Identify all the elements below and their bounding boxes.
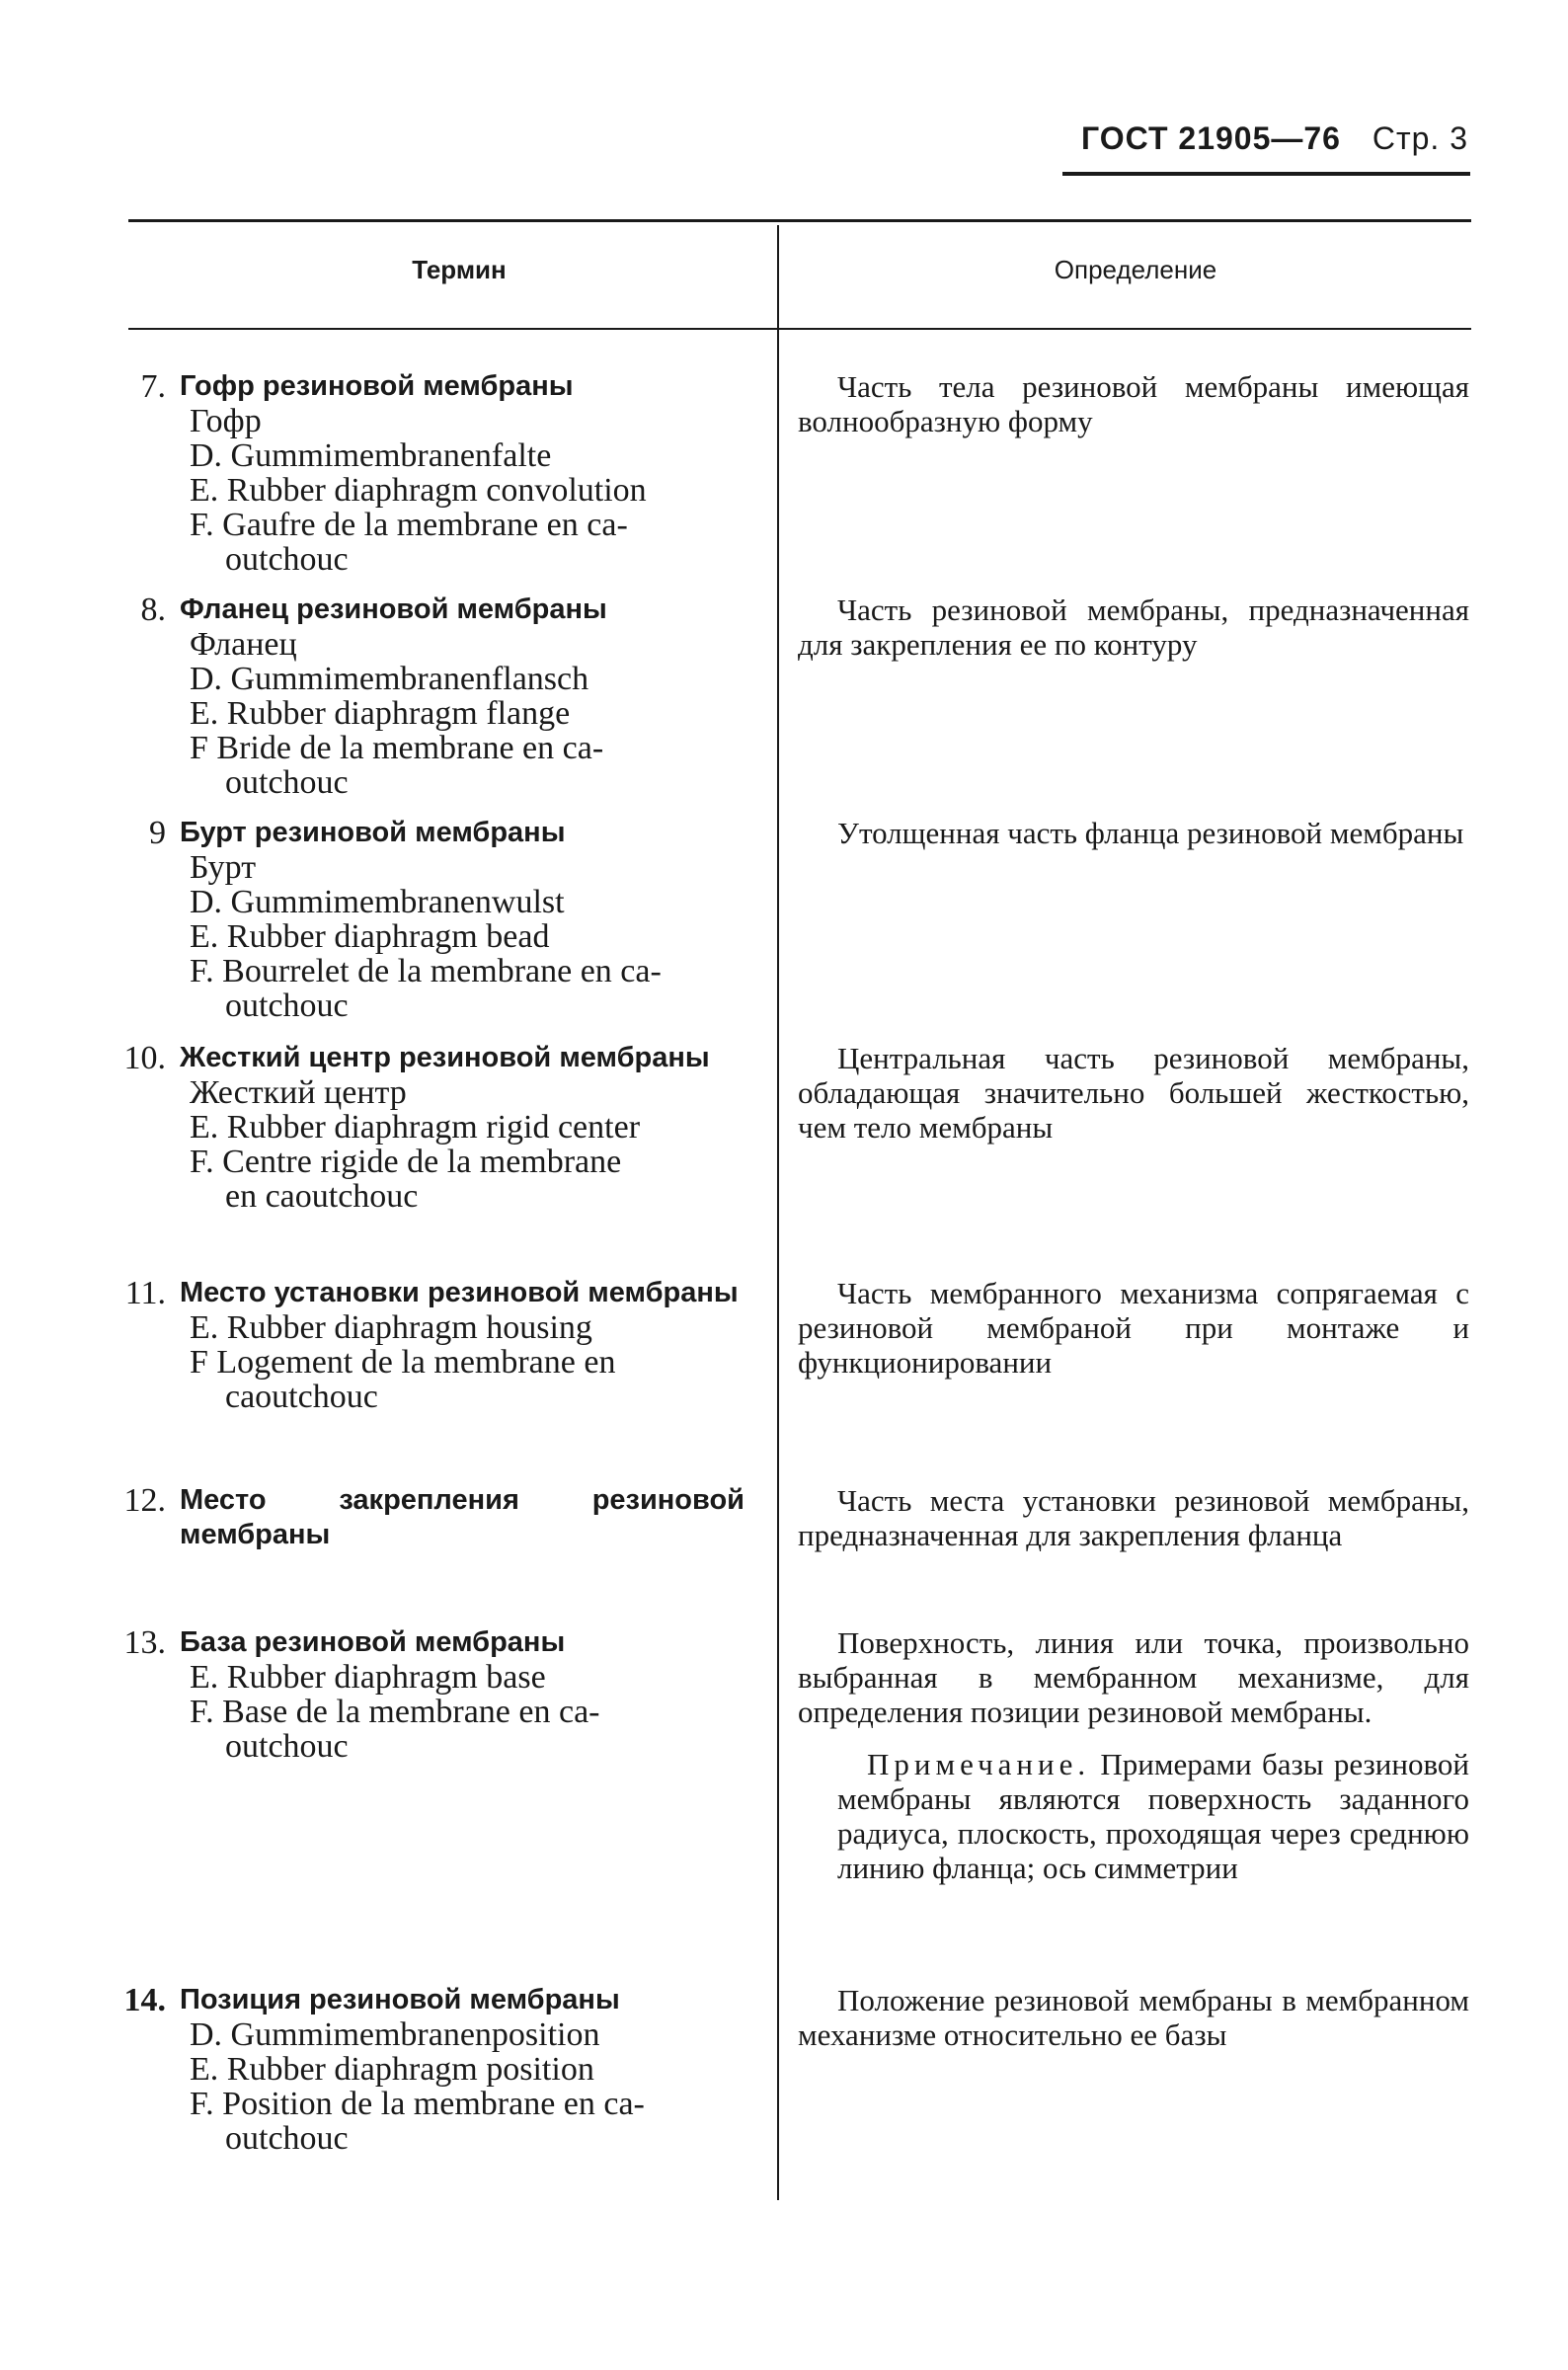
entry-number: 12. bbox=[123, 1482, 166, 1519]
term-french-cont: outchouc bbox=[225, 2120, 349, 2157]
term-german: D. Gummimembranenflansch bbox=[190, 661, 589, 697]
table-header-rule bbox=[128, 328, 1471, 330]
entry-number: 11. bbox=[124, 1275, 166, 1311]
term-english: E. Rubber diaphragm rigid center bbox=[190, 1109, 641, 1146]
definition-cell bbox=[798, 1983, 1469, 2052]
term-cell bbox=[180, 1483, 745, 1552]
term-english: E. Rubber diaphragm convolution bbox=[190, 472, 647, 509]
term-title: Место закрепления резиновой мембраны bbox=[180, 1484, 745, 1550]
term-title: Фланец резиновой мембраны bbox=[180, 593, 607, 625]
definition-cell bbox=[798, 816, 1469, 850]
term-french: F. Position de la membrane en ca- bbox=[190, 2086, 645, 2122]
column-divider bbox=[777, 225, 779, 2200]
entry-number: 13. bbox=[123, 1624, 166, 1661]
term-synonym: Гофр bbox=[190, 403, 262, 439]
term-cell bbox=[180, 1983, 745, 2156]
term-french: F Bride de la membrane en ca- bbox=[190, 730, 604, 766]
term-title: Жесткий центр резиновой мембраны bbox=[180, 1042, 710, 1073]
term-french-cont: outchouc bbox=[225, 988, 349, 1024]
note-label: Примечание. bbox=[867, 1747, 1091, 1781]
definition-cell bbox=[798, 1625, 1469, 1885]
definition-text: Часть мембранного механизма сопрягаемая с резиновой мембраной при монтаже и функционировании bbox=[798, 1276, 1469, 1380]
term-title: Гофр резиновой мембраны bbox=[180, 370, 574, 402]
table-top-rule bbox=[128, 219, 1471, 222]
term-french: F. Centre rigide de la membrane bbox=[190, 1144, 622, 1180]
definition-text: Положение резиновой мембраны в мембранном механизме относительно ее базы bbox=[798, 1983, 1469, 2052]
term-cell bbox=[180, 816, 745, 1023]
header-underline bbox=[1062, 172, 1470, 176]
term-title: Бурт резиновой мембраны bbox=[180, 817, 566, 848]
term-english: E. Rubber diaphragm housing bbox=[190, 1309, 592, 1346]
term-title: База резиновой мембраны bbox=[180, 1626, 566, 1658]
term-german: D. Gummimembranenwulst bbox=[190, 884, 565, 920]
term-german: D. Gummimembranenposition bbox=[190, 2016, 600, 2053]
term-title: Позиция резиновой мембраны bbox=[180, 1984, 620, 2015]
entry-number: 14. bbox=[123, 1982, 166, 2018]
term-cell bbox=[180, 592, 745, 800]
page-number: Стр. 3 bbox=[1372, 120, 1468, 156]
definition-cell bbox=[798, 1276, 1469, 1380]
entry-number: 9 bbox=[149, 815, 166, 851]
definition-text: Утолщенная часть фланца резиновой мембраны bbox=[837, 816, 1464, 850]
definition-text: Поверхность, линия или точка, произвольно выбранная в мембранном механизме, для определения позиции резиновой мембраны. bbox=[798, 1625, 1469, 1729]
standard-code: ГОСТ 21905—76 bbox=[1081, 120, 1341, 156]
definition-text: Центральная часть резиновой мембраны, обладающая значительно большей жесткостью, чем тело мембраны bbox=[798, 1041, 1469, 1145]
term-french-cont: outchouc bbox=[225, 1728, 349, 1765]
term-cell bbox=[180, 1041, 745, 1214]
term-french-cont: en caoutchouc bbox=[225, 1178, 419, 1215]
term-french: F. Base de la membrane en ca- bbox=[190, 1694, 600, 1730]
term-english: E. Rubber diaphragm position bbox=[190, 2051, 594, 2088]
term-synonym: Фланец bbox=[190, 626, 297, 663]
definition-text: Часть места установки резиновой мембраны, предназначенная для закрепления фланца bbox=[798, 1483, 1469, 1552]
definition-cell bbox=[798, 592, 1469, 662]
definition-note bbox=[837, 1747, 1469, 1885]
term-cell bbox=[180, 1276, 745, 1414]
column-header-term: Термин bbox=[412, 255, 507, 284]
term-french: F. Bourrelet de la membrane en ca- bbox=[190, 953, 662, 989]
definition-cell bbox=[798, 369, 1469, 438]
term-french: F Logement de la membrane en bbox=[190, 1344, 616, 1381]
term-french-cont: caoutchouc bbox=[225, 1379, 378, 1415]
definition-cell bbox=[798, 1041, 1469, 1145]
page-header bbox=[1081, 120, 1468, 157]
term-english: E. Rubber diaphragm flange bbox=[190, 695, 571, 732]
term-cell bbox=[180, 1625, 745, 1764]
definition-text: Часть тела резиновой мембраны имеющая волнообразную форму bbox=[798, 369, 1469, 438]
term-french-cont: outchouc bbox=[225, 541, 349, 578]
entry-number: 8. bbox=[140, 592, 166, 628]
entry-number: 7. bbox=[140, 368, 166, 405]
term-french-cont: outchouc bbox=[225, 764, 349, 801]
definition-text: Часть резиновой мембраны, предназначенная для закрепления ее по контуру bbox=[798, 592, 1469, 662]
entry-number: 10. bbox=[123, 1040, 166, 1076]
term-french: F. Gaufre de la membrane en ca- bbox=[190, 507, 628, 543]
definition-cell bbox=[798, 1483, 1469, 1552]
term-title: Место установки резиновой мембраны bbox=[180, 1277, 739, 1308]
column-header-definition: Определение bbox=[1054, 255, 1217, 284]
term-synonym: Жесткий центр bbox=[190, 1074, 407, 1111]
note-text: Примерами базы резиновой мембраны являются поверхность заданного радиуса, плоскость, проходящая через среднюю линию фланца; ось симметрии bbox=[837, 1747, 1469, 1885]
term-synonym: Бурт bbox=[190, 849, 257, 886]
term-german: D. Gummimembranenfalte bbox=[190, 437, 552, 474]
term-english: E. Rubber diaphragm base bbox=[190, 1659, 546, 1696]
term-english: E. Rubber diaphragm bead bbox=[190, 918, 550, 955]
term-cell bbox=[180, 369, 745, 577]
